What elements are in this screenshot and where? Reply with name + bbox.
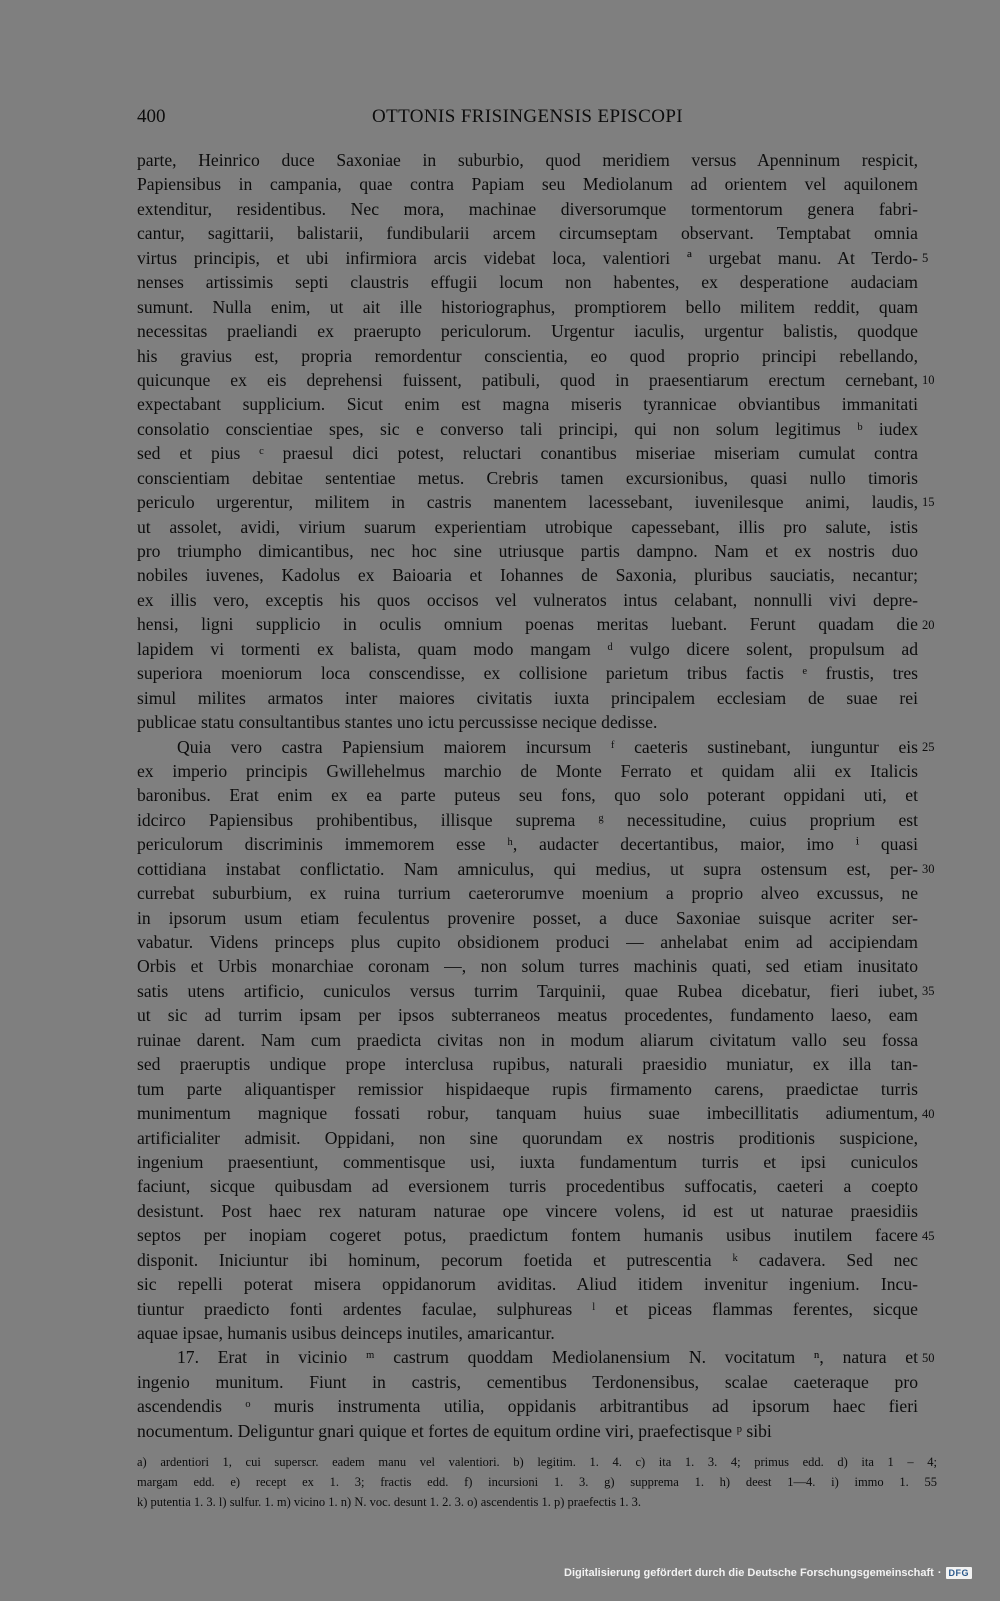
text-line: expectabant supplicium. Sicut enim est magna miseris tyrannicae obviantibus immanitati bbox=[137, 394, 918, 415]
text-line: desistunt. Post haec rex naturam naturae ope vincere volens, id est ut naturae praesidiis bbox=[137, 1200, 918, 1221]
text-line: Quia vero castra Papiensium maiorem incursum ᶠ caeteris sustinebant, iunguntur eis bbox=[177, 736, 918, 757]
text-line: superiora moeniorum loca conscendisse, ex collisione parietum tribus factis ᵉ frustis, tres bbox=[137, 663, 918, 684]
text-line: tiuntur praedicto fonti ardentes faculae, sulphureas ˡ et piceas flammas ferentes, sicque bbox=[137, 1298, 918, 1319]
text-line: ut sic ad turrim ipsam per ipsos subterraneos meatus procedentes, fundamento laeso, eam bbox=[137, 1005, 918, 1026]
text-line: ingenio munitum. Fiunt in castris, cementibus Terdonensibus, scalae caeteraque pro bbox=[137, 1371, 918, 1392]
text-line: sed et pius ᶜ praesul dici potest, reluctari conantibus miseriae miseriam cumulat contra bbox=[137, 443, 918, 464]
footnote-line: margam edd. e) recept ex 1. 3; fractis edd. f) incursioni 1. 3. g) supprema 1. h) deest 1—4. i) immo 1. 55 bbox=[137, 1475, 937, 1489]
credit-text: Digitalisierung gefördert durch die Deutsche Forschungsgemeinschaft bbox=[564, 1567, 934, 1579]
line-number: 15 bbox=[922, 495, 935, 510]
text-line: ex imperio principis Gwillehelmus marchio de Monte Ferrato et quidam alii ex Italicis bbox=[137, 760, 918, 781]
text-line: cantur, sagittarii, balistarii, fundibularii arcem circumseptam observant. Temptabat omnia bbox=[137, 223, 918, 244]
digitization-credit: Digitalisierung gefördert durch die Deutsche Forschungsgemeinschaft · DFG bbox=[564, 1567, 972, 1579]
text-line: hensi, ligni supplicio in oculis omnium poenas meritas luebant. Ferunt quadam die bbox=[137, 614, 918, 635]
text-line: in ipsorum usum etiam feculentus provenire posset, a duce Saxoniae suisque acriter ser- bbox=[137, 907, 918, 928]
line-number: 30 bbox=[922, 862, 935, 877]
text-line: ex illis vero, exceptis his quos occisos vel vulneratos intus celabant, nonnulli vivi depre- bbox=[137, 589, 918, 610]
line-number: 45 bbox=[922, 1228, 935, 1243]
text-line: sumunt. Nulla enim, ut ait ille historiographus, promptiorem bello militem reddit, quam bbox=[137, 296, 918, 317]
text-line: cottidiana instabat conflictatio. Nam amniculus, qui medius, ut supra ostensum est, per- bbox=[137, 858, 918, 879]
line-number: 10 bbox=[922, 373, 935, 388]
line-number: 35 bbox=[922, 984, 935, 999]
dfg-logo: DFG bbox=[946, 1567, 973, 1579]
text-line: baronibus. Erat enim ex ea parte puteus seu fons, quo solo poterant oppidani uti, et bbox=[137, 785, 918, 806]
running-title: OTTONIS FRISINGENSIS EPISCOPI bbox=[371, 106, 684, 127]
text-line: sic repelli poterat misera oppidanorum aviditas. Aliud itidem invenitur ingenium. Incu- bbox=[137, 1274, 918, 1295]
page-number: 400 bbox=[137, 106, 166, 127]
text-line: ut assolet, avidi, virium suarum experientiam utrobique capessebant, illis pro salute, istis bbox=[137, 516, 918, 537]
text-line: faciunt, sicque quibusdam ad eversionem turris procedentibus suffocatis, caeteri a coepto bbox=[137, 1176, 918, 1197]
text-line: nenses artissimis septi claustris effugii locum non habentes, ex desperatione audaciam bbox=[137, 272, 918, 293]
text-line: idcirco Papiensibus prohibentibus, illisque suprema ᵍ necessitudine, cuius proprium est bbox=[137, 809, 918, 830]
text-line: sed praeruptis undique prope interclusa rupibus, naturali praesidio muniatur, ex illa tan- bbox=[137, 1054, 918, 1075]
footnote-line: k) putentia 1. 3. l) sulfur. 1. m) vicino 1. n) N. voc. desunt 1. 2. 3. o) ascendentis 1. p) praefectis 1. 3. bbox=[137, 1495, 642, 1509]
text-line: necessitas praeliandi ex praerupto periculorum. Urgentur iaculis, urgentur balistis, quodque bbox=[137, 321, 918, 342]
text-line: publicae statu consultantibus stantes uno ictu percussisse necique dedisse. bbox=[137, 712, 658, 733]
text-line: vabatur. Videns princeps plus cupito obsidionem produci — anhelabat enim ad accipiendam bbox=[137, 932, 918, 952]
text-line: artificialiter admisit. Oppidani, non sine quorundam ex nostris proditionis suspicione, bbox=[137, 1127, 918, 1148]
body-text bbox=[137, 148, 918, 1443]
text-line: pro triumpho dimicantibus, nec hoc sine utriusque partis dampno. Nam et ex nostris duo bbox=[137, 541, 918, 561]
text-line: ingenium praesentiunt, commentisque usi, iuxta fundamentum turris et ipsi cuniculos bbox=[137, 1151, 918, 1172]
text-line: lapidem vi tormenti ex balista, quam modo mangam ᵈ vulgo dicere solent, propulsum ad bbox=[137, 638, 918, 659]
text-line: disponit. Iniciuntur ibi hominum, pecorum foetida et putrescentia ᵏ cadavera. Sed nec bbox=[137, 1249, 918, 1270]
text-line: virtus principis, et ubi infirmiora arcis videbat loca, valentiori ª urgebat manu. At Terdo- bbox=[137, 247, 918, 268]
text-line: 17. Erat in vicinio ᵐ castrum quoddam Mediolanensium N. vocitatum ⁿ, natura et bbox=[177, 1347, 918, 1368]
line-number: 20 bbox=[922, 617, 935, 632]
text-line: quicunque ex eis deprehensi fuissent, patibuli, quod in praesentiarum erectum cernebant, bbox=[137, 369, 918, 390]
text-line: consolatio conscientiae spes, sic e converso tali principi, qui non solum legitimus ᵇ iudex bbox=[137, 418, 918, 439]
footnote-line: a) ardentiori 1, cui superscr. eadem manu vel valentiori. b) legitim. 1. 4. c) ita 1. 3. 4; primus edd. d) ita 1 – 4; bbox=[137, 1455, 937, 1469]
line-number: 25 bbox=[922, 739, 935, 754]
text-line: septos per inopiam cogeret potus, praedictum fontem humanis usibus inutilem facere bbox=[137, 1225, 918, 1246]
text-line: simul milites armatos inter maiores civitatis iuxta principalem ecclesiam de suae rei bbox=[137, 687, 918, 708]
text-line: ascendendis ᵒ muris instrumenta utilia, oppidanis arbitrantibus ad ipsorum haec fieri bbox=[137, 1396, 918, 1417]
text-line: nobiles iuvenes, Kadolus ex Baioaria et Iohannes de Saxonia, pluribus sauciatis, necantur; bbox=[137, 565, 918, 586]
text-line: currebat suburbium, ex ruina turrium caeterorumve moenium a proprio alveo excussus, ne bbox=[137, 883, 918, 904]
text-line: aquae ipsae, humanis usibus deinceps inutiles, amaricantur. bbox=[137, 1323, 555, 1343]
text-line: Orbis et Urbis monarchiae coronam —, non solum turres machinis quati, sed etiam inusitato bbox=[137, 956, 918, 977]
text-line: extenditur, residentibus. Nec mora, machinae diversorumque tormentorum genera fabri- bbox=[137, 198, 918, 219]
text-line: ruinae darent. Nam cum praedicta civitas non in modum aliarum civitatum vallo seu fossa bbox=[137, 1029, 918, 1050]
text-line: tum parte aliquantisper remissior hispidaeque rupis firmamento carens, praedictae turris bbox=[137, 1078, 918, 1099]
page-header bbox=[137, 106, 918, 132]
text-line: his gravius est, propria remordentur conscientia, eo quod proprio principi rebellando, bbox=[137, 345, 918, 366]
text-line: Papiensibus in campania, quae contra Papiam seu Mediolanum ad orientem vel aquilonem bbox=[137, 174, 918, 195]
text-line: satis utens artificio, cuniculos versus turrim Tarquinii, quae Rubea dicebatur, fieri iubet, bbox=[137, 980, 918, 1001]
line-number: 50 bbox=[922, 1351, 935, 1366]
text-line: periculorum discriminis immemorem esse ʰ, audacter decertantibus, maior, imo ⁱ quasi bbox=[137, 834, 918, 855]
text-line: conscientiam debitae sententiae metus. Crebris tamen excursionibus, quasi nullo timoris bbox=[137, 467, 918, 488]
line-number: 40 bbox=[922, 1106, 935, 1121]
line-number: 5 bbox=[922, 250, 929, 265]
footnotes bbox=[137, 1452, 937, 1512]
text-line: munimentum magnique fossati robur, tanquam huius suae imbecillitatis adiumentum, bbox=[137, 1103, 918, 1124]
text-line: parte, Heinrico duce Saxoniae in suburbio, quod meridiem versus Apenninum respicit, bbox=[137, 150, 918, 170]
text-line: periculo urgerentur, militem in castris manentem lacessebant, iuvenilesque animi, laudis, bbox=[137, 492, 918, 513]
text-line: nocumentum. Deliguntur gnari quique et fortes de equitum ordine viri, praefectisque ᵖ sibi bbox=[137, 1420, 772, 1441]
